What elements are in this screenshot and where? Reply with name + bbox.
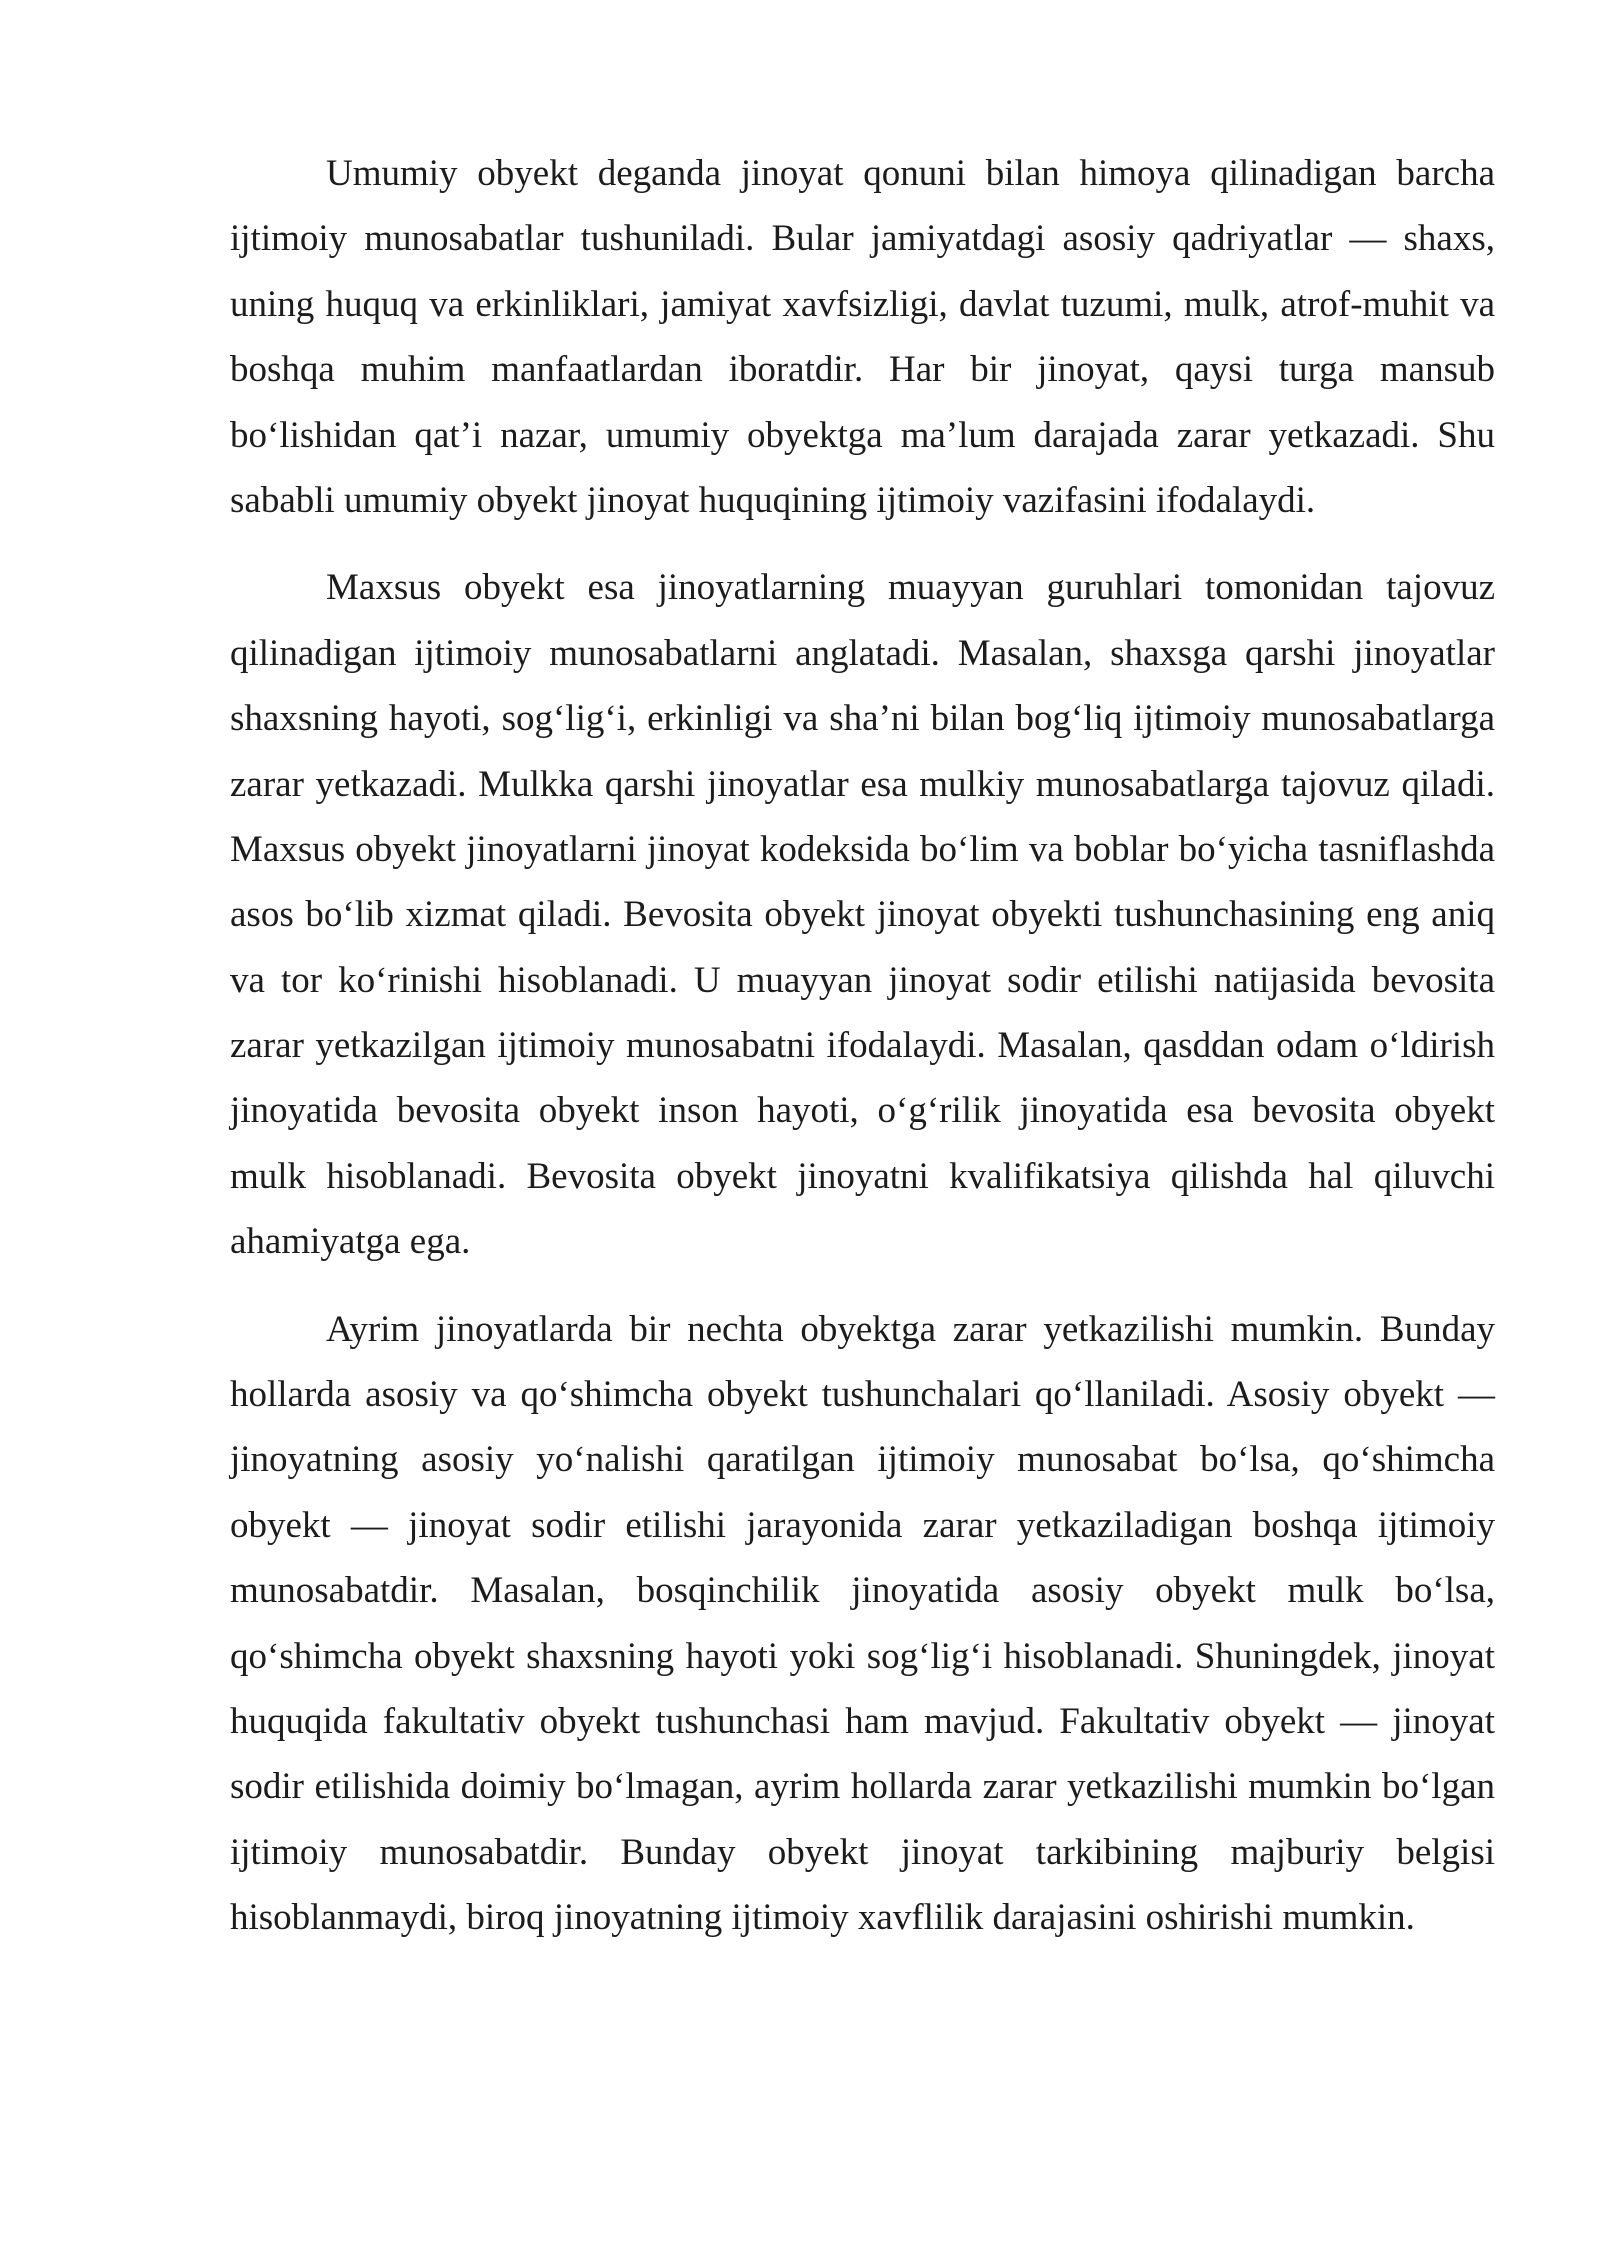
text-line: ijtimoiy munosabatdir. Bunday obyekt jinoyat tarkibining majburiy belgisi [230, 1831, 1495, 1873]
text-line: mulk hisoblanadi. Bevosita obyekt jinoyatni kvalifikatsiya qilishda hal qiluvchi [230, 1155, 1495, 1197]
text-line: Ayrim jinoyatlarda bir nechta obyektga zarar yetkazilishi mumkin. Bunday [326, 1308, 1495, 1350]
text-line: huquqida fakultativ obyekt tushunchasi ham mavjud. Fakultativ obyekt — jinoyat [230, 1700, 1495, 1742]
text-line: shaxsning hayoti, sog‘lig‘i, erkinligi va sha’ni bilan bog‘liq ijtimoiy munosabatlarga [230, 698, 1495, 740]
text-line: bo‘lishidan qat’i nazar, umumiy obyektga ma’lum darajada zarar yetkazadi. Shu [230, 414, 1495, 456]
document-body [230, 141, 1495, 1973]
text-line: boshqa muhim manfaatlardan iboratdir. Har bir jinoyat, qaysi turga mansub [230, 349, 1495, 391]
text-line: sodir etilishida doimiy bo‘lmagan, ayrim hollarda zarar yetkazilishi mumkin bo‘lgan [230, 1766, 1495, 1808]
text-line: zarar yetkazilgan ijtimoiy munosabatni ifodalaydi. Masalan, qasddan odam o‘ldirish [230, 1025, 1495, 1067]
text-line: sababli umumiy obyekt jinoyat huquqining ijtimoiy vazifasini ifodalaydi. [230, 479, 1316, 521]
text-line: obyekt — jinoyat sodir etilishi jarayonida zarar yetkaziladigan boshqa ijtimoiy [230, 1504, 1495, 1546]
text-line: Maxsus obyekt jinoyatlarni jinoyat kodeksida bo‘lim va boblar bo‘yicha tasniflashda [230, 828, 1495, 870]
text-line: munosabatdir. Masalan, bosqinchilik jinoyatida asosiy obyekt mulk bo‘lsa, [230, 1570, 1495, 1612]
paragraph [230, 141, 1495, 533]
paragraph [230, 555, 1495, 1274]
text-line: jinoyatning asosiy yo‘nalishi qaratilgan ijtimoiy munosabat bo‘lsa, qo‘shimcha [230, 1439, 1495, 1481]
text-line: qilinadigan ijtimoiy munosabatlarni anglatadi. Masalan, shaxsga qarshi jinoyatlar [230, 632, 1495, 674]
text-line: ijtimoiy munosabatlar tushuniladi. Bular jamiyatdagi asosiy qadriyatlar — shaxs, [230, 218, 1495, 260]
text-line: va tor ko‘rinishi hisoblanadi. U muayyan jinoyat sodir etilishi natijasida bevosita [230, 959, 1495, 1001]
text-line: uning huquq va erkinliklari, jamiyat xavfsizligi, davlat tuzumi, mulk, atrof-muhit va [230, 283, 1495, 325]
text-line: hisoblanmaydi, biroq jinoyatning ijtimoiy xavflilik darajasini oshirishi mumkin. [230, 1897, 1415, 1939]
text-line: hollarda asosiy va qo‘shimcha obyekt tushunchalari qo‘llaniladi. Asosiy obyekt — [230, 1374, 1495, 1416]
text-line: ahamiyatga ega. [230, 1221, 471, 1263]
text-line: Umumiy obyekt deganda jinoyat qonuni bilan himoya qilinadigan barcha [326, 153, 1495, 194]
text-line: Maxsus obyekt esa jinoyatlarning muayyan guruhlari tomonidan tajovuz [326, 567, 1495, 609]
text-line: asos bo‘lib xizmat qiladi. Bevosita obyekt jinoyat obyekti tushunchasining eng aniq [230, 894, 1495, 936]
text-line: zarar yetkazadi. Mulkka qarshi jinoyatlar esa mulkiy munosabatlarga tajovuz qiladi. [230, 763, 1495, 805]
text-line: jinoyatida bevosita obyekt inson hayoti, o‘g‘rilik jinoyatida esa bevosita obyekt [230, 1090, 1495, 1132]
paragraph [230, 1297, 1495, 1951]
text-line: qo‘shimcha obyekt shaxsning hayoti yoki sog‘lig‘i hisoblanadi. Shuningdek, jinoyat [230, 1635, 1495, 1677]
